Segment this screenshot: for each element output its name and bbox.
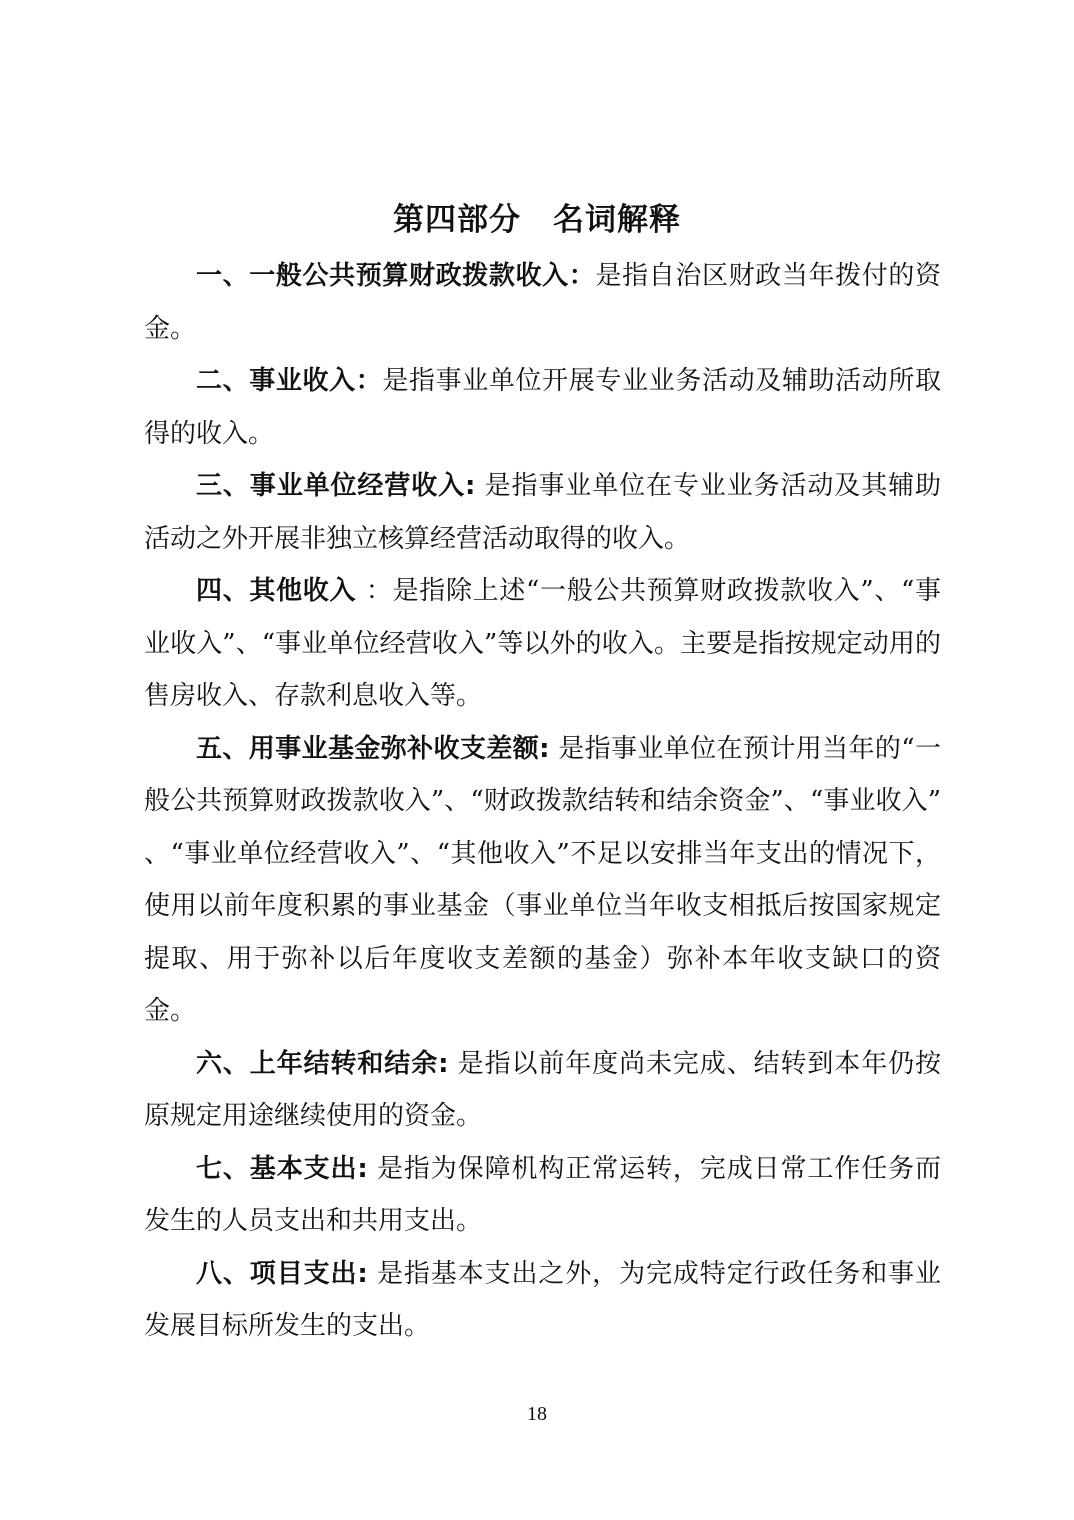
glossary-term: 八、项目支出: bbox=[196, 1258, 368, 1289]
glossary-item bbox=[144, 250, 941, 355]
glossary-list bbox=[144, 250, 941, 1353]
page-title: 第四部分 名词解释 bbox=[393, 202, 681, 238]
glossary-term: 四、其他收入 bbox=[196, 576, 366, 606]
glossary-term: 七、基本支出: bbox=[196, 1153, 368, 1184]
glossary-definition: 是指事业单位在专业业务活动及其辅助活动之外开展非独立核算经营活动取得的收入。 bbox=[144, 471, 942, 554]
glossary-item bbox=[144, 355, 941, 460]
glossary-term: 二、事业收入： bbox=[196, 366, 383, 396]
glossary-item bbox=[144, 1248, 941, 1353]
glossary-item bbox=[144, 460, 941, 565]
page-number: 18 bbox=[527, 1403, 547, 1425]
glossary-definition: 是指事业单位开展专业业务活动及辅助活动所取得的收入。 bbox=[144, 366, 941, 449]
glossary-definition: 是指自治区财政当年拨付的资金。 bbox=[144, 261, 941, 344]
glossary-definition: 是指为保障机构正常运转，完成日常工作任务而发生的人员支出和共用支出。 bbox=[144, 1153, 941, 1236]
glossary-term: 五、用事业基金弥补收支差额: bbox=[196, 733, 550, 764]
glossary-item bbox=[144, 565, 941, 723]
glossary-item bbox=[144, 1143, 941, 1248]
glossary-item bbox=[144, 723, 941, 1038]
glossary-definition: 是指基本支出之外，为完成特定行政任务和事业发展目标所发生的支出。 bbox=[144, 1258, 941, 1341]
glossary-term: 三、事业单位经营收入: bbox=[196, 471, 476, 501]
glossary-definition: ：是指除上述“一般公共预算财政拨款收入”、“事业收入”、“事业单位经营收入”等以外的收入。主要是指按规定动用的售房收入、存款利息收入等。 bbox=[144, 576, 941, 711]
glossary-definition: 是指事业单位在预计用当年的“一般公共预算财政拨款收入”、“财政拨款结转和结余资金”、“事业收入” 、“事业单位经营收入”、“其他收入”不足以安排当年支出的情况下，使用以前年度积累的事业基金（事业单位当年收支相抵后按国家规定提取、用于弥补以后年度收支差额的基金）弥补本年收支缺口的资金。 bbox=[144, 733, 941, 1026]
glossary-term: 六、上年结转和结余: bbox=[196, 1048, 449, 1079]
glossary-definition: 是指以前年度尚未完成、结转到本年仍按原规定用途继续使用的资金。 bbox=[144, 1048, 941, 1131]
glossary-term: 一、一般公共预算财政拨款收入： bbox=[196, 261, 596, 291]
glossary-item bbox=[144, 1038, 941, 1143]
